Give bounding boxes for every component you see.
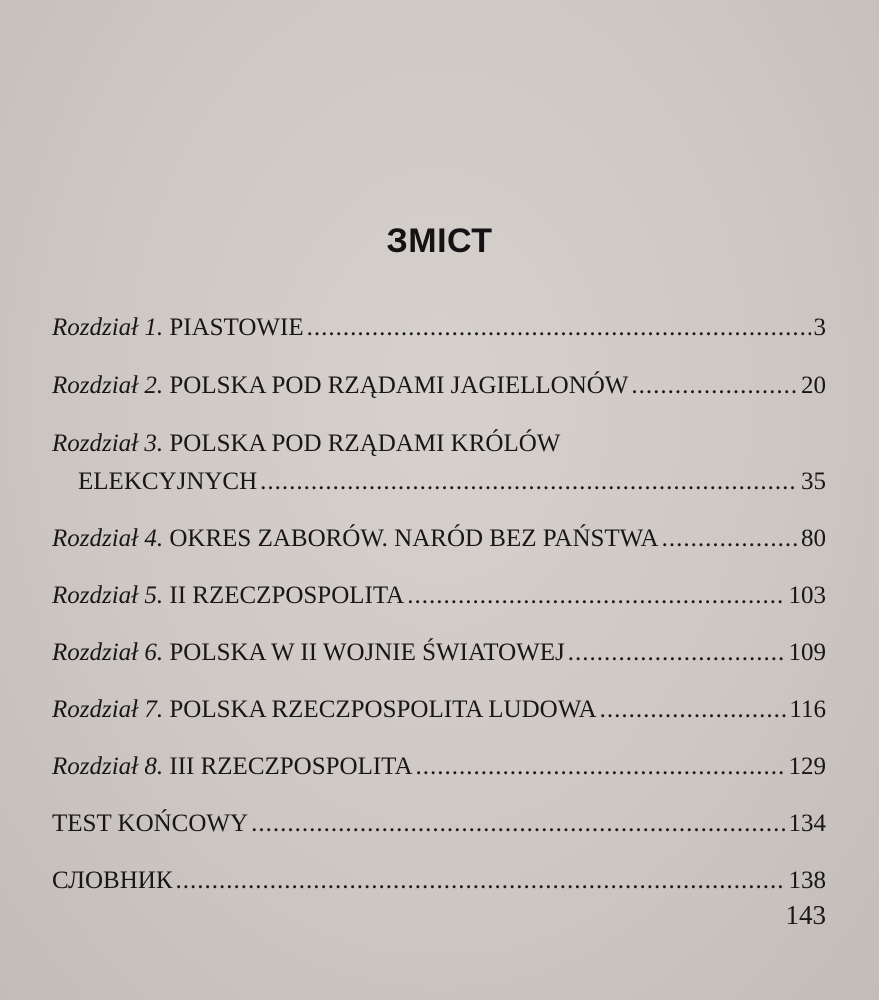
toc-page-number: 20 — [801, 372, 826, 399]
dot-leader — [416, 751, 786, 783]
toc-entry-6 — [52, 637, 826, 669]
toc-page-number: 103 — [788, 582, 826, 609]
toc-page-number: 109 — [788, 639, 826, 666]
toc-entry-3 — [52, 466, 826, 498]
toc-title: СЛОВНИК — [52, 867, 173, 894]
toc-title-continuation: ELEKCYJNYCH — [78, 468, 258, 495]
toc-chapter-label: Rozdział 5. — [52, 582, 164, 609]
toc-entry-2 — [52, 370, 826, 402]
toc-entry-10 — [52, 865, 826, 897]
toc-title: III RZECZPOSPOLITA — [169, 753, 413, 780]
toc-chapter-label: Rozdział 8. — [52, 753, 164, 780]
dot-leader — [600, 694, 787, 726]
dot-leader — [251, 808, 785, 840]
toc-chapter-label: Rozdział 2. — [52, 372, 164, 399]
toc-page-number: 129 — [788, 753, 826, 780]
dot-leader — [176, 865, 786, 897]
toc-entry-4 — [52, 523, 826, 555]
toc-title: POLSKA POD RZĄDAMI JAGIELLONÓW — [169, 372, 629, 399]
toc-title: POLSKA POD RZĄDAMI KRÓLÓW — [169, 430, 561, 457]
toc-title: PIASTOWIE — [169, 314, 304, 341]
toc-entry-5 — [52, 580, 826, 612]
toc-title: POLSKA RZECZPOSPOLITA LUDOWA — [169, 696, 597, 723]
toc-page-number: 3 — [813, 314, 826, 341]
toc-page-number: 80 — [801, 525, 826, 552]
toc-heading: ЗМІСТ — [386, 222, 493, 260]
toc-title: II RZECZPOSPOLITA — [169, 582, 405, 609]
toc-entry-1 — [52, 312, 826, 344]
toc-chapter-label: Rozdział 4. — [52, 525, 164, 552]
toc-entry-3-first-line — [52, 428, 826, 460]
toc-entry-8 — [52, 751, 826, 783]
toc-title: TEST KOŃCOWY — [52, 810, 249, 837]
dot-leader — [260, 466, 798, 498]
dot-leader — [307, 312, 811, 344]
dot-leader — [662, 523, 798, 555]
toc-page-number: 35 — [801, 468, 826, 495]
dot-leader — [407, 580, 785, 612]
toc-entry-9 — [52, 808, 826, 840]
toc-entry-7 — [52, 694, 826, 726]
toc-chapter-label: Rozdział 3. — [52, 430, 164, 457]
dot-leader — [631, 370, 798, 402]
toc-page-number: 116 — [789, 696, 826, 723]
toc-page-number: 138 — [788, 867, 826, 894]
table-of-contents — [52, 312, 826, 897]
toc-chapter-label: Rozdział 6. — [52, 639, 164, 666]
toc-title: OKRES ZABORÓW. NARÓD BEZ PAŃSTWA — [169, 525, 659, 552]
toc-title: POLSKA W II WOJNIE ŚWIATOWEJ — [169, 639, 565, 666]
toc-page-number: 134 — [788, 810, 826, 837]
toc-chapter-label: Rozdział 1. — [52, 314, 164, 341]
toc-chapter-label: Rozdział 7. — [52, 696, 164, 723]
page-number: 143 — [785, 900, 826, 930]
dot-leader — [568, 637, 786, 669]
